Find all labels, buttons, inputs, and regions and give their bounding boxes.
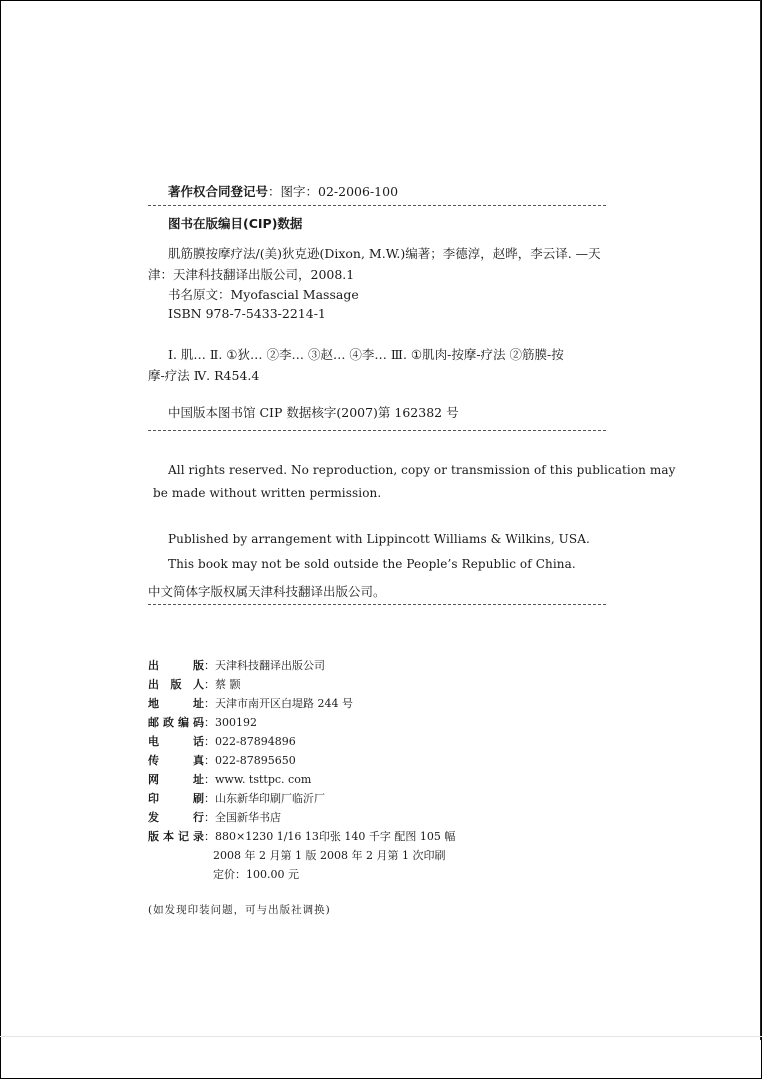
imprint-value-publisher: ：天津科技翻译出版公司 bbox=[204, 659, 325, 672]
imprint-label-fax: 传真 bbox=[148, 754, 204, 767]
rights-line-3: Published by arrangement with Lippincott Williams & Wilkins, USA. bbox=[168, 532, 590, 546]
divider-2 bbox=[148, 430, 606, 431]
copyright-registration bbox=[168, 182, 398, 200]
imprint-value-postcode: ：300192 bbox=[204, 716, 257, 729]
imprint-value-publisher-person: ：蔡 颢 bbox=[204, 678, 241, 691]
imprint-value-edition-record: ：880×1230 1/16 13印张 140 千字 配图 105 幅 bbox=[204, 830, 456, 843]
imprint-value-printing: ：山东新华印刷厂临沂厂 bbox=[204, 792, 325, 805]
divider-3 bbox=[148, 604, 606, 605]
imprint-label-publisher-person: 出版人 bbox=[148, 678, 204, 691]
cip-line-2: 津：天津科技翻译出版公司，2008.1 bbox=[148, 267, 355, 282]
cip-line-7: 中国版本图书馆 CIP 数据核字(2007)第 162382 号 bbox=[168, 405, 459, 420]
rights-line-5: 中文简体字版权属天津科技翻译出版公司。 bbox=[148, 584, 386, 599]
imprint-label-address: 地址 bbox=[148, 697, 204, 710]
imprint-value-website: ：www. tsttpc. com bbox=[204, 773, 312, 786]
rights-line-2: be made without written permission. bbox=[153, 486, 382, 500]
imprint-label-distribution: 发行 bbox=[148, 811, 204, 824]
imprint-label-postcode: 邮政编码 bbox=[148, 716, 204, 729]
imprint-label-phone: 电话 bbox=[148, 735, 204, 748]
cip-line-3: 书名原文：Myofascial Massage bbox=[168, 287, 359, 302]
cip-title: 图书在版编目(CIP)数据 bbox=[168, 216, 303, 231]
imprint-value-distribution: ：全国新华书店 bbox=[204, 811, 281, 824]
imprint-label-publisher: 出版 bbox=[148, 659, 204, 672]
cip-line-5: Ⅰ. 肌… Ⅱ. ①狄… ②李… ③赵… ④李… Ⅲ. ①肌肉-按摩-疗法 ②筋膜-按 bbox=[168, 347, 564, 362]
cip-line-4: ISBN 978-7-5433-2214-1 bbox=[168, 306, 326, 321]
imprint-value-address: ：天津市南开区白堤路 244 号 bbox=[204, 697, 353, 710]
imprint-edition-dates: 2008 年 2 月第 1 版 2008 年 2 月第 1 次印刷 bbox=[213, 849, 446, 862]
copyright-label: 著作权合同登记号 bbox=[168, 184, 269, 199]
cip-line-6: 摩-疗法 Ⅳ. R454.4 bbox=[148, 368, 260, 383]
imprint-label-printing: 印刷 bbox=[148, 792, 204, 805]
copyright-value: ：图字：02-2006-100 bbox=[268, 184, 399, 199]
scan-bottom-edge bbox=[0, 1036, 762, 1037]
divider-1 bbox=[148, 205, 606, 206]
rights-line-4: This book may not be sold outside the People’s Republic of China. bbox=[168, 557, 576, 571]
printing-defect-note: (如发现印装问题，可与出版社调换) bbox=[148, 904, 331, 916]
imprint-price: 定价：100.00 元 bbox=[213, 868, 299, 881]
cip-line-1: 肌筋膜按摩疗法/(美)狄克逊(Dixon, M.W.)编著；李德淳，赵晔，李云译. —天 bbox=[168, 246, 601, 261]
imprint-label-edition-record: 版本记录 bbox=[148, 830, 204, 843]
rights-line-1: All rights reserved. No reproduction, copy or transmission of this publication may bbox=[168, 463, 676, 477]
imprint-label-website: 网址 bbox=[148, 773, 204, 786]
imprint-value-phone: ：022-87894896 bbox=[204, 735, 296, 748]
scan-edge-line bbox=[760, 0, 761, 1040]
imprint-value-fax: ：022-87895650 bbox=[204, 754, 296, 767]
